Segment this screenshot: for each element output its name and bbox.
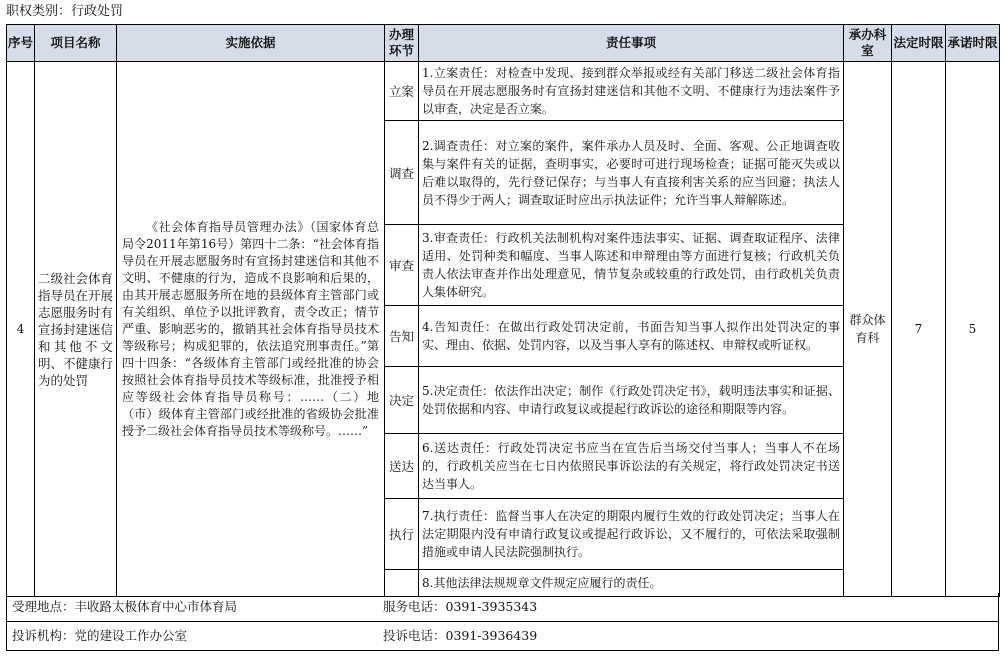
footer-location-row [6, 593, 999, 622]
responsibility-table [6, 24, 1000, 597]
step-responsibility: 7.执行责任：监督当事人在决定的期限内履行生效的行政处罚决定；当事人在法定期限内没有申请行政复议或提起行政诉讼，又不履行的，可依法采取强制措施或申请人民法院强制执行。 [419, 499, 844, 570]
header-legal-limit: 法定时限 [892, 25, 946, 62]
header-basis: 实施依据 [117, 25, 385, 62]
table-row [7, 62, 1000, 121]
step-label: 调查 [385, 121, 419, 225]
step-responsibility: 4.告知责任：在做出行政处罚决定前，书面告知当事人拟作出处罚决定的事实、理由、依据、处罚内容，以及当事人享有的陈述权、申辩权或听证权。 [419, 306, 844, 367]
step-label: 审查 [385, 225, 419, 306]
step-label: 送达 [385, 434, 419, 499]
complaint-org: 投诉机构：党的建设工作办公室 [12, 628, 188, 643]
step-responsibility: 2.调查责任：对立案的案件，案件承办人员及时、全面、客观、公正地调查收集与案件有关的证据，查明事实，必要时可进行现场检查；证据可能灭失或以后难以取得的，先行登记保存；与当事人有直接利害关系的应当回避；执法人员不得少于两人；调查取证时应出示执法证件；允许当事人辩解陈述。 [419, 121, 844, 225]
accept-location: 受理地点：丰收路太极体育中心市体育局 [12, 599, 238, 614]
service-phone: 服务电话：0391-3935343 [383, 599, 538, 614]
step-responsibility: 6.送达责任：行政处罚决定书应当在宣告后当场交付当事人；当事人不在场的，行政机关应当在七日内依照民事诉讼法的有关规定，将行政处罚决定书送达当事人。 [419, 434, 844, 499]
step-label: 决定 [385, 367, 419, 434]
header-step: 办理环节 [385, 25, 419, 62]
category-label: 职权类别：行政处罚 [6, 4, 124, 19]
item-name: 二级社会体育指导员在开展志愿服务时有宣扬封建迷信和其他不文明、不健康行为的处罚 [35, 62, 117, 597]
table-header-row [7, 25, 1000, 62]
department: 群众体育科 [844, 62, 892, 597]
step-responsibility: 1.立案责任：对检查中发现、接到群众举报或经有关部门移送二级社会体育指导员在开展志愿服务时有宣扬封建迷信和其他不文明、不健康行为违法案件予以审查，决定是否立案。 [419, 62, 844, 121]
legal-basis-text: 《社会体育指导员管理办法》（国家体育总局令2011年第16号）第四十二条：“社会体育指导员在开展志愿服务时有宣扬封建迷信和其他不文明、不健康的行为，造成不良影响和后果的，由其开展志愿服务所在地的县级体育主管部门或有关组织、单位予以批评教育，责令改正；情节严重、影响恶劣的，撤销其社会体育指导员技术等级称号；构成犯罪的，依法追究刑事责任。”第四十四条：“各级体育主管部门或经批准的协会按照社会体育指导员技术等级标准，批准授予相应等级社会体育指导员称号：……（二）地（市）级体育主管部门或经批准的省级协会批准授予二级社会体育指导员技术等级称号。……” [122, 219, 379, 438]
step-responsibility: 8.其他法律法规规章文件规定应履行的责任。 [419, 570, 844, 597]
step-label: 立案 [385, 62, 419, 121]
legal-time-limit: 7 [892, 62, 946, 597]
header-responsibility: 责任事项 [419, 25, 844, 62]
header-name: 项目名称 [35, 25, 117, 62]
promise-time-limit: 5 [946, 62, 1000, 597]
complaint-phone: 投诉电话：0391-3936439 [383, 628, 538, 643]
step-label: 执行 [385, 499, 419, 570]
step-responsibility: 3.审查责任：行政机关法制机构对案件违法事实、证据、调查取证程序、法律适用、处罚种类和幅度、当事人陈述和申辩理由等方面进行复核；行政机关负责人依法审查并作出处理意见，情节复杂或较重的行政处罚，由行政机关负责人集体研究。 [419, 225, 844, 306]
step-responsibility: 5.决定责任：依法作出决定；制作《行政处罚决定书》，载明违法事实和证据、处罚依据和内容、申请行政复议或提起行政诉讼的途径和期限等内容。 [419, 367, 844, 434]
header-promise-limit: 承诺时限 [946, 25, 1000, 62]
footer-complaint-row [6, 622, 999, 651]
legal-basis [117, 62, 385, 597]
header-department: 承办科室 [844, 25, 892, 62]
header-no: 序号 [7, 25, 35, 62]
step-label: 告知 [385, 306, 419, 367]
row-number: 4 [7, 62, 35, 597]
